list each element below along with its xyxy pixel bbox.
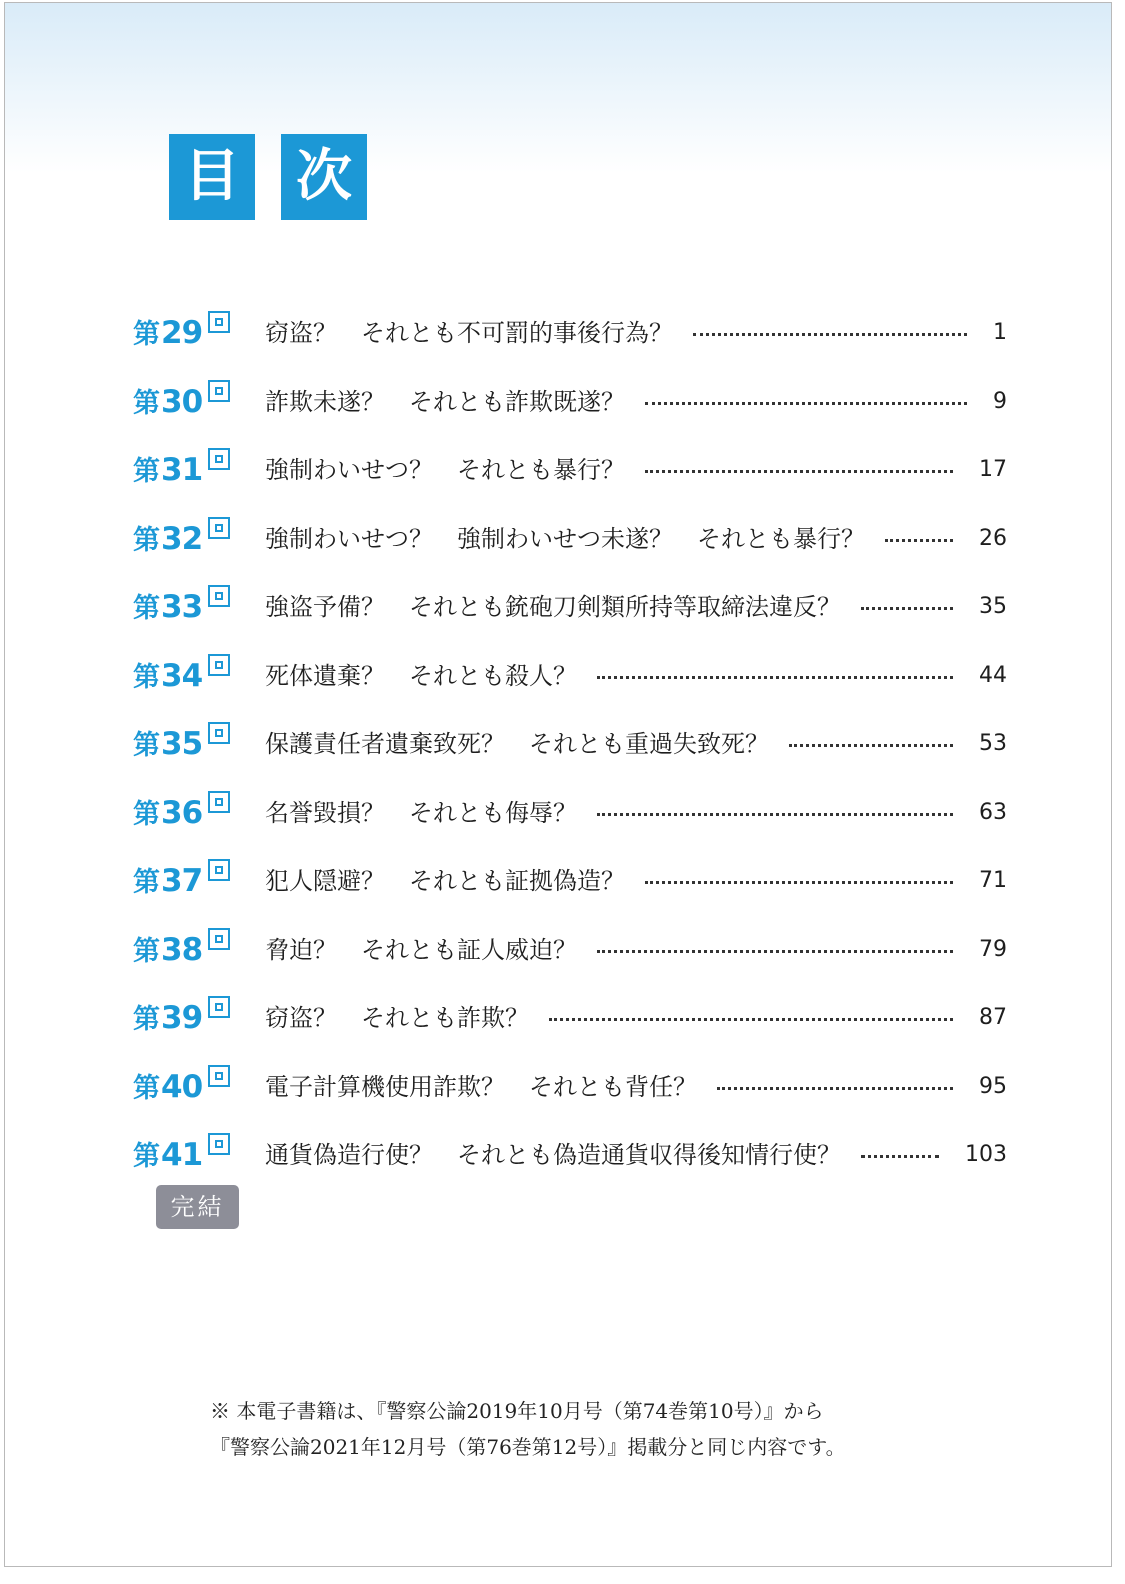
page-number: 1 [993, 320, 1007, 345]
episode-num: 39 [161, 1000, 203, 1036]
episode-suffix-boxed [208, 585, 230, 607]
toc-row [5, 440, 1111, 500]
episode-suffix-boxed [208, 311, 230, 333]
episode-number [133, 509, 230, 571]
episode-number [133, 577, 230, 639]
page-number: 53 [979, 731, 1007, 756]
episode-prefix: 第 [133, 1141, 160, 1172]
chapter-title: 脅迫？ それとも証人威迫？ [265, 935, 577, 964]
toc-row [5, 577, 1111, 637]
page-number: 44 [979, 662, 1007, 688]
episode-num: 32 [161, 520, 203, 557]
episode-prefix: 第 [133, 661, 160, 693]
chapter-title: 電子計算機使用詐欺？ それとも背任？ [265, 1072, 697, 1101]
episode-num: 41 [161, 1137, 203, 1173]
leader-dots [549, 1018, 953, 1021]
episode-suffix-boxed [208, 996, 230, 1018]
toc-row [5, 1125, 1111, 1185]
toc-row [5, 646, 1111, 706]
leader-dots [693, 333, 967, 336]
chapter-title: 強制わいせつ？ 強制わいせつ未遂？ それとも暴行？ [265, 524, 865, 553]
page-number: 71 [979, 868, 1007, 893]
chapter-title: 保護責任者遺棄致死？ それとも重過失致死？ [265, 730, 769, 758]
episode-prefix: 第 [133, 1004, 160, 1035]
episode-number [133, 440, 230, 502]
episode-suffix-boxed [208, 517, 230, 539]
chapter-title: 通貨偽造行使？ それとも偽造通貨収得後知情行使？ [265, 1141, 841, 1169]
page-number: 103 [965, 1142, 1007, 1167]
episode-suffix-boxed [208, 1065, 230, 1087]
leader-dots [597, 676, 953, 679]
episode-number [133, 1125, 230, 1187]
footnote [210, 1393, 970, 1465]
episode-prefix: 第 [133, 798, 160, 830]
toc-row [5, 988, 1111, 1048]
page-title-char-2: 次 [281, 134, 367, 220]
page-number: 17 [979, 457, 1007, 482]
leader-dots [645, 402, 967, 405]
episode-prefix: 第 [133, 935, 160, 967]
toc-row [5, 783, 1111, 843]
page-number: 9 [993, 388, 1007, 414]
leader-dots [717, 1087, 953, 1090]
episode-suffix-boxed [208, 1133, 230, 1155]
episode-number [133, 303, 230, 365]
leader-dots [861, 1155, 939, 1158]
chapter-title: 窃盗？ それとも詐欺？ [265, 1004, 529, 1032]
episode-num: 33 [161, 589, 203, 625]
episode-prefix: 第 [133, 1072, 160, 1104]
toc-row [5, 509, 1111, 569]
page-number: 63 [979, 799, 1007, 825]
leader-dots [645, 881, 953, 884]
chapter-title: 死体遺棄？ それとも殺人？ [265, 661, 577, 690]
episode-suffix-boxed [208, 859, 230, 881]
chapter-title: 詐欺未遂？ それとも詐欺既遂？ [265, 387, 625, 416]
leader-dots [885, 539, 953, 542]
toc-row [5, 714, 1111, 774]
toc-row [5, 303, 1111, 363]
episode-num: 31 [161, 452, 203, 488]
leader-dots [789, 744, 953, 747]
footnote-line-2: 『警察公論2021年12月号（第76巻第12号）』掲載分と同じ内容です。 [210, 1435, 846, 1459]
episode-prefix: 第 [133, 593, 160, 624]
episode-number [133, 714, 230, 776]
episode-suffix-boxed [208, 380, 230, 402]
episode-number [133, 1057, 230, 1119]
episode-suffix-boxed [208, 791, 230, 813]
leader-dots [597, 950, 953, 953]
episode-prefix: 第 [133, 867, 160, 898]
page-number: 87 [979, 1005, 1007, 1030]
episode-prefix: 第 [133, 319, 160, 350]
toc-row [5, 372, 1111, 432]
episode-num: 38 [161, 931, 203, 968]
chapter-title: 窃盗？ それとも不可罰的事後行為？ [265, 319, 673, 347]
episode-num: 34 [161, 657, 203, 694]
episode-number [133, 988, 230, 1050]
chapter-title: 強盗予備？ それとも銃砲刀剣類所持等取締法違反？ [265, 593, 841, 621]
episode-num: 30 [161, 383, 203, 420]
episode-prefix: 第 [133, 387, 160, 419]
episode-num: 36 [161, 794, 203, 831]
toc-row [5, 920, 1111, 980]
page-number: 35 [979, 594, 1007, 619]
episode-prefix: 第 [133, 456, 160, 487]
page-title-char-1: 目 [169, 134, 255, 220]
leader-dots [645, 470, 953, 473]
episode-num: 40 [161, 1068, 203, 1105]
episode-number [133, 920, 230, 982]
episode-num: 37 [161, 863, 203, 899]
toc-row [5, 1057, 1111, 1117]
episode-num: 29 [161, 315, 203, 351]
chapter-title: 強制わいせつ？ それとも暴行？ [265, 456, 625, 484]
episode-number [133, 372, 230, 434]
leader-dots [861, 607, 953, 610]
page-number: 26 [979, 525, 1007, 551]
episode-number [133, 851, 230, 913]
episode-number [133, 646, 230, 708]
episode-num: 35 [161, 726, 203, 762]
episode-suffix-boxed [208, 654, 230, 676]
toc-row [5, 851, 1111, 911]
episode-prefix: 第 [133, 730, 160, 761]
episode-suffix-boxed [208, 928, 230, 950]
leader-dots [597, 813, 953, 816]
final-badge: 完結 [156, 1185, 239, 1229]
episode-number [133, 783, 230, 845]
footnote-line-1: ※ 本電子書籍は、『警察公論2019年10月号（第74巻第10号）』から [210, 1399, 824, 1423]
page-number: 79 [979, 936, 1007, 962]
episode-prefix: 第 [133, 524, 160, 556]
episode-suffix-boxed [208, 448, 230, 470]
page-number: 95 [979, 1073, 1007, 1099]
chapter-title: 名誉毀損？ それとも侮辱？ [265, 798, 577, 827]
page [4, 2, 1112, 1567]
episode-suffix-boxed [208, 722, 230, 744]
chapter-title: 犯人隠避？ それとも証拠偽造？ [265, 867, 625, 895]
